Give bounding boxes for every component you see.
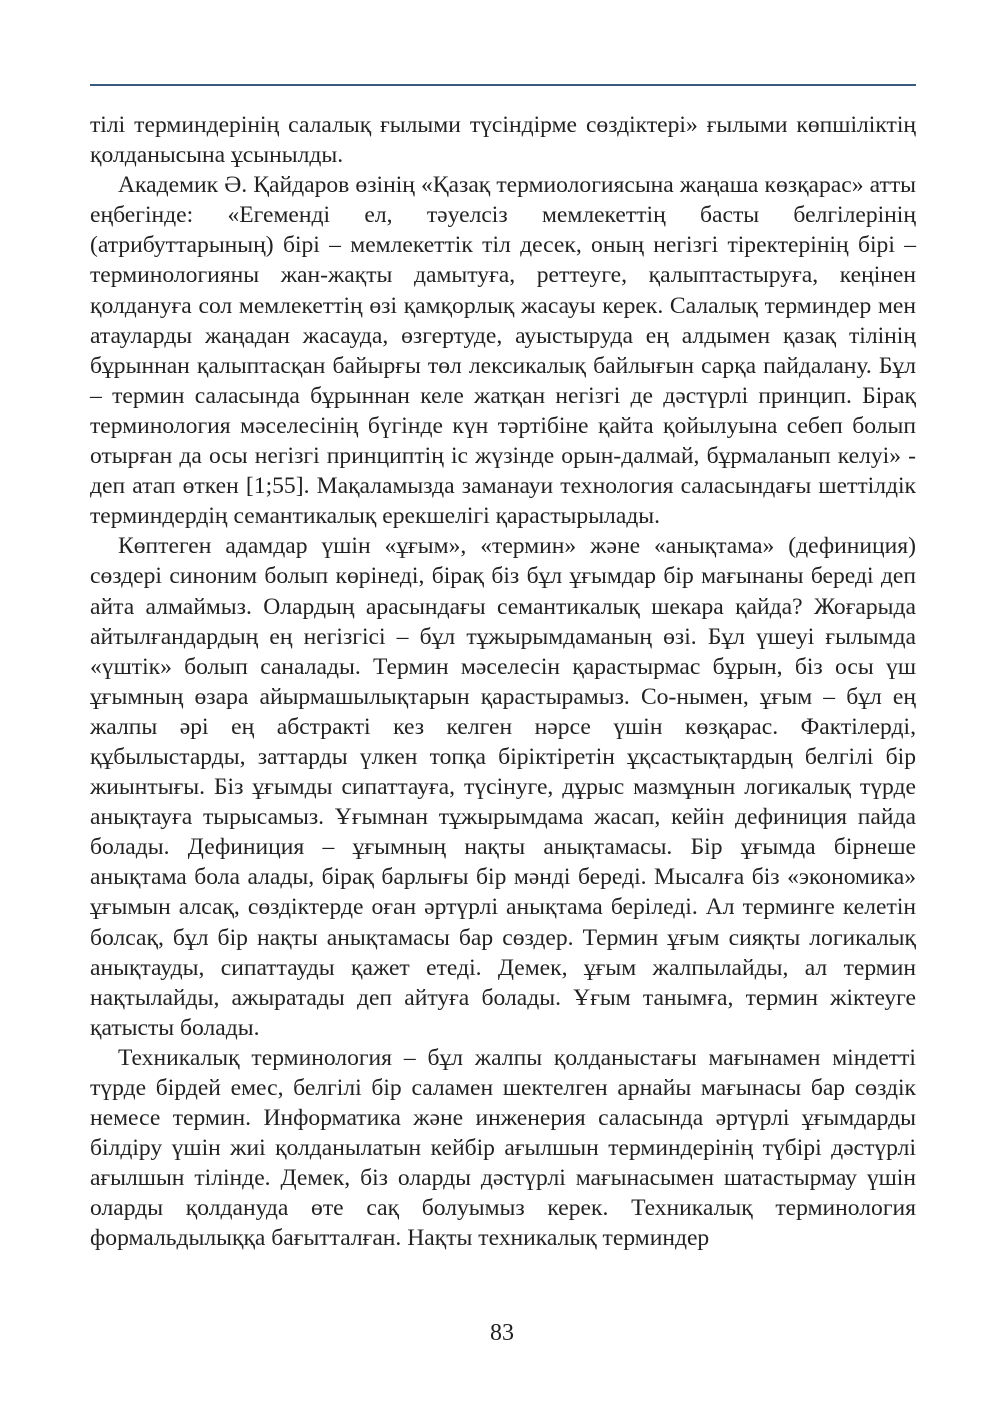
page-number: 83 [490, 1320, 514, 1346]
header-rule [90, 84, 916, 86]
body-text [90, 110, 916, 1254]
paragraph-concept-term-definition: Көптеген адамдар үшін «ұғым», «термин» және «анықтама» (дефиниция) сөздері синоним болып көрінеді, бірақ біз бұл ұғымдар бір мағынаны береді деп айта алмаймыз. Олардың арасындағы семантикалық шекара қайда? Жоғарыда айтылғандардың ең негізгісі – бұл тұжырымдаманың өзі. Бұл үшеуі ғылымда «үштік» болып саналады. Термин мәселесін қарастырмас бұрын, біз осы үш ұғымның өзара айырмашылықтарын қарастырамыз. Со-нымен, ұғым – бұл ең жалпы әрі ең абстракті кез келген нәрсе үшін көзқарас. Фактілерді, құбылыстарды, заттарды үлкен топқа біріктіретін ұқсастықтардың белгілі бір жиынтығы. Біз ұғымды сипаттауға, түсінуге, дұрыс мазмұнын логикалық түрде анықтауға тырысамыз. Ұғымнан тұжырымдама жасап, кейін дефиниция пайда болады. Дефиниция – ұғымның нақты анықтамасы. Бір ұғымда бірнеше анықтама бола алады, бірақ барлығы бір мәнді береді. Мысалға біз «экономика» ұғымын алсақ, сөздіктерде оған әртүрлі анықтама беріледі. Ал терминге келетін болсақ, бұл бір нақты анықтамасы бар сөздер. Термин ұғым сияқты логикалық анықтауды, сипаттауды қажет етеді. Демек, ұғым жалпылайды, ал термин нақтылайды, ажыратады деп айтуға болады. Ұғым танымға, термин жіктеуге қатысты болады. [90, 533, 916, 1041]
paragraph-kaidarov-quote: Академик Ә. Қайдаров өзінің «Қазақ термиологиясына жаңаша көзқарас» атты еңбегінде: «Егеменді ел, тәуелсіз мемлекеттің басты белгілерінің (атрибуттарының) бірі – мемлекеттік тіл десек, оның негізгі тіректерінің бірі – терминологияны жан-жақты дамытуға, реттеуге, қалыптастыруға, кеңінен қолдануға сол мемлекеттің өзі қамқорлық жасауы керек. Салалық терминдер мен атауларды жаңадан жасауда, өзгертуде, ауыстыруда ең алдымен қазақ тілінің бұрыннан қалыптасқан байырғы төл лексикалық байлығын сарқа пайдалану. Бұл – термин саласында бұрыннан келе жатқан негізгі де дәстүрлі принцип. Бірақ терминология мәселесінің бүгінде күн тәртібіне қайта қойылуына себеп болып отырған да осы негізгі принциптің іс жүзінде орын-далмай, бұрмаланып келуі» - деп атап өткен [1;55]. Мақаламызда заманауи технология саласындағы шеттілдік терминдердің семантикалық ерекшелігі қарастырылады. [90, 172, 916, 530]
paragraph-continuation: тілі терминдерінің салалық ғылыми түсіндірме сөздіктері» ғылыми көпшіліктің қолданысына ұсынылды. [90, 112, 916, 169]
paragraph-technical-terminology: Техникалық терминология – бұл жалпы қолданыстағы мағынамен міндетті түрде бірдей емес, белгілі бір саламен шектелген арнайы мағынасы бар сөздік немесе термин. Информатика және инженерия саласында әртүрлі ұғымдарды білдіру үшін жиі қолданылатын кейбір ағылшын терминдерінің түбірі дәстүрлі ағылшын тілінде. Демек, біз оларды дәстүрлі мағынасымен шатастырмау үшін оларды қолдануда өте сақ болуымыз керек. Техникалық терминология формальдылыққа бағытталған. Нақты техникалық терминдер [90, 1044, 916, 1252]
